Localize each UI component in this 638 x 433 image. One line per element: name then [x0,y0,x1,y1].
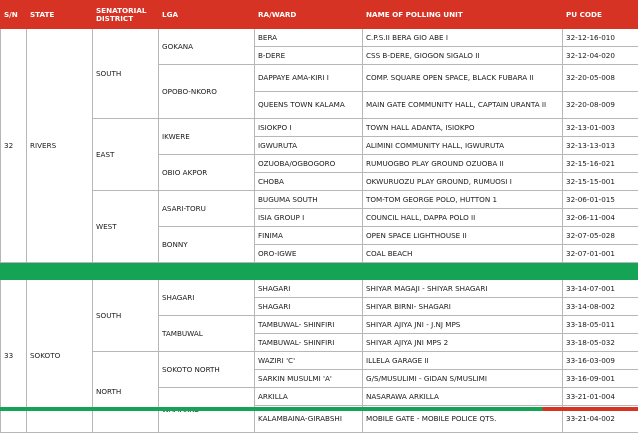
ward-cell: BUGUMA SOUTH [255,191,363,209]
header-ward: RA/WARD [255,1,363,29]
sn-cell: 33 [1,280,27,433]
header-lga: LGA [159,1,255,29]
district-cell: SOUTH [93,29,159,119]
unit-cell: RUMUOGBO PLAY GROUND OZUOBA II [363,155,563,173]
code-cell: 33-14-08-002 [563,298,638,316]
lga-cell: GOKANA [159,29,255,65]
unit-cell: COAL BEACH [363,245,563,263]
header-state: STATE [27,1,93,29]
header-sn: S/N [1,1,27,29]
code-cell: 32-12-04-020 [563,47,638,65]
ward-cell: ORO-IGWE [255,245,363,263]
code-cell: 32-20-08-009 [563,92,638,119]
footer-color-bar [0,407,638,411]
unit-cell: SHIYAR MAGAJI - SHIYAR SHAGARI [363,280,563,298]
table-row [1,280,638,298]
separator-row [1,263,638,280]
lga-cell: OPOBO-NKORO [159,65,255,119]
code-cell: 33-16-03-009 [563,352,638,370]
ward-cell: B-DERE [255,47,363,65]
code-cell: 32-06-01-015 [563,191,638,209]
lga-cell: SOKOTO NORTH [159,352,255,388]
code-cell: 33-18-05-011 [563,316,638,334]
lga-cell: OBIO AKPOR [159,155,255,191]
unit-cell: OPEN SPACE LIGHTHOUSE II [363,227,563,245]
unit-cell: ILLELA GARAGE II [363,352,563,370]
separator-cell [1,263,638,280]
unit-cell: CSS B-DERE, GIOGON SIGALO II [363,47,563,65]
code-cell: 32-15-16-021 [563,155,638,173]
district-cell: WEST [93,191,159,263]
code-cell: 32-12-16-010 [563,29,638,47]
unit-cell: TOWN HALL ADANTA, ISIOKPO [363,119,563,137]
lga-cell: IKWERE [159,119,255,155]
ward-cell: WAZIRI 'C' [255,352,363,370]
unit-cell: MOBILE GATE - MOBILE POLICE QTS. [363,406,563,433]
code-cell: 33-21-04-002 [563,406,638,433]
ward-cell: CHOBA [255,173,363,191]
header-pu-code: PU CODE [563,1,638,29]
unit-cell: OKWURUOZU PLAY GROUND, RUMUOSI I [363,173,563,191]
ward-cell: FINIMA [255,227,363,245]
unit-cell: SHIYAR AJIYA JNI - J.NJ MPS [363,316,563,334]
ward-cell: TAMBUWAL- SHINFIRI [255,316,363,334]
ward-cell: BERA [255,29,363,47]
header-polling-unit: NAME OF POLLING UNIT [363,1,563,29]
table-row [1,119,638,137]
code-cell: 33-16-09-001 [563,370,638,388]
header-row [1,1,638,29]
unit-cell: COMP. SQUARE OPEN SPACE, BLACK FUBARA II [363,65,563,92]
ward-cell: OZUOBA/OGBOGORO [255,155,363,173]
state-cell: RIVERS [27,29,93,263]
lga-cell: SHAGARI [159,280,255,316]
code-cell: 32-06-11-004 [563,209,638,227]
code-cell: 33-21-01-004 [563,388,638,406]
unit-cell: COUNCIL HALL, DAPPA POLO II [363,209,563,227]
ward-cell: IGWURUTA [255,137,363,155]
sn-cell: 32 [1,29,27,263]
code-cell: 32-07-01-001 [563,245,638,263]
district-cell: SOUTH [93,280,159,352]
ward-cell: SHAGARI [255,298,363,316]
header-senatorial-district: SENATORIAL DISTRICT [93,1,159,29]
lga-cell: ASARI-TORU [159,191,255,227]
ward-cell: ISIOKPO I [255,119,363,137]
unit-cell: C.P.S.II BERA GIO ABE I [363,29,563,47]
code-cell: 33-18-05-032 [563,334,638,352]
code-cell: 32-13-13-013 [563,137,638,155]
table-row [1,191,638,209]
district-cell: NORTH [93,352,159,433]
unit-cell: NASARAWA ARKILLA [363,388,563,406]
unit-cell: SHIYAR AJIYA JNI MPS 2 [363,334,563,352]
ward-cell: DAPPAYE AMA-KIRI I [255,65,363,92]
code-cell: 32-07-05-028 [563,227,638,245]
ward-cell: SHAGARI [255,280,363,298]
district-cell: EAST [93,119,159,191]
state-cell: SOKOTO [27,280,93,433]
unit-cell: MAIN GATE COMMUNITY HALL, CAPTAIN URANTA II [363,92,563,119]
ward-cell: TAMBUWAL- SHINFIRI [255,334,363,352]
lga-cell: BONNY [159,227,255,263]
table-row [1,352,638,370]
code-cell: 32-15-15-001 [563,173,638,191]
unit-cell: TOM-TOM GEORGE POLO, HUTTON 1 [363,191,563,209]
ward-cell: SARKIN MUSULMI 'A' [255,370,363,388]
ward-cell: ISIA GROUP I [255,209,363,227]
code-cell: 33-14-07-001 [563,280,638,298]
table-row [1,29,638,47]
ward-cell: KALAMBAINA-GIRABSHI [255,406,363,433]
unit-cell: ALIMINI COMMUNITY HALL, IGWURUTA [363,137,563,155]
code-cell: 32-13-01-003 [563,119,638,137]
unit-cell: G/S/MUSULIMI - GIDAN S/MUSLIMI [363,370,563,388]
unit-cell: SHIYAR BIRNI- SHAGARI [363,298,563,316]
code-cell: 32-20-05-008 [563,65,638,92]
ward-cell: QUEENS TOWN KALAMA [255,92,363,119]
ward-cell: ARKILLA [255,388,363,406]
lga-cell: TAMBUWAL [159,316,255,352]
